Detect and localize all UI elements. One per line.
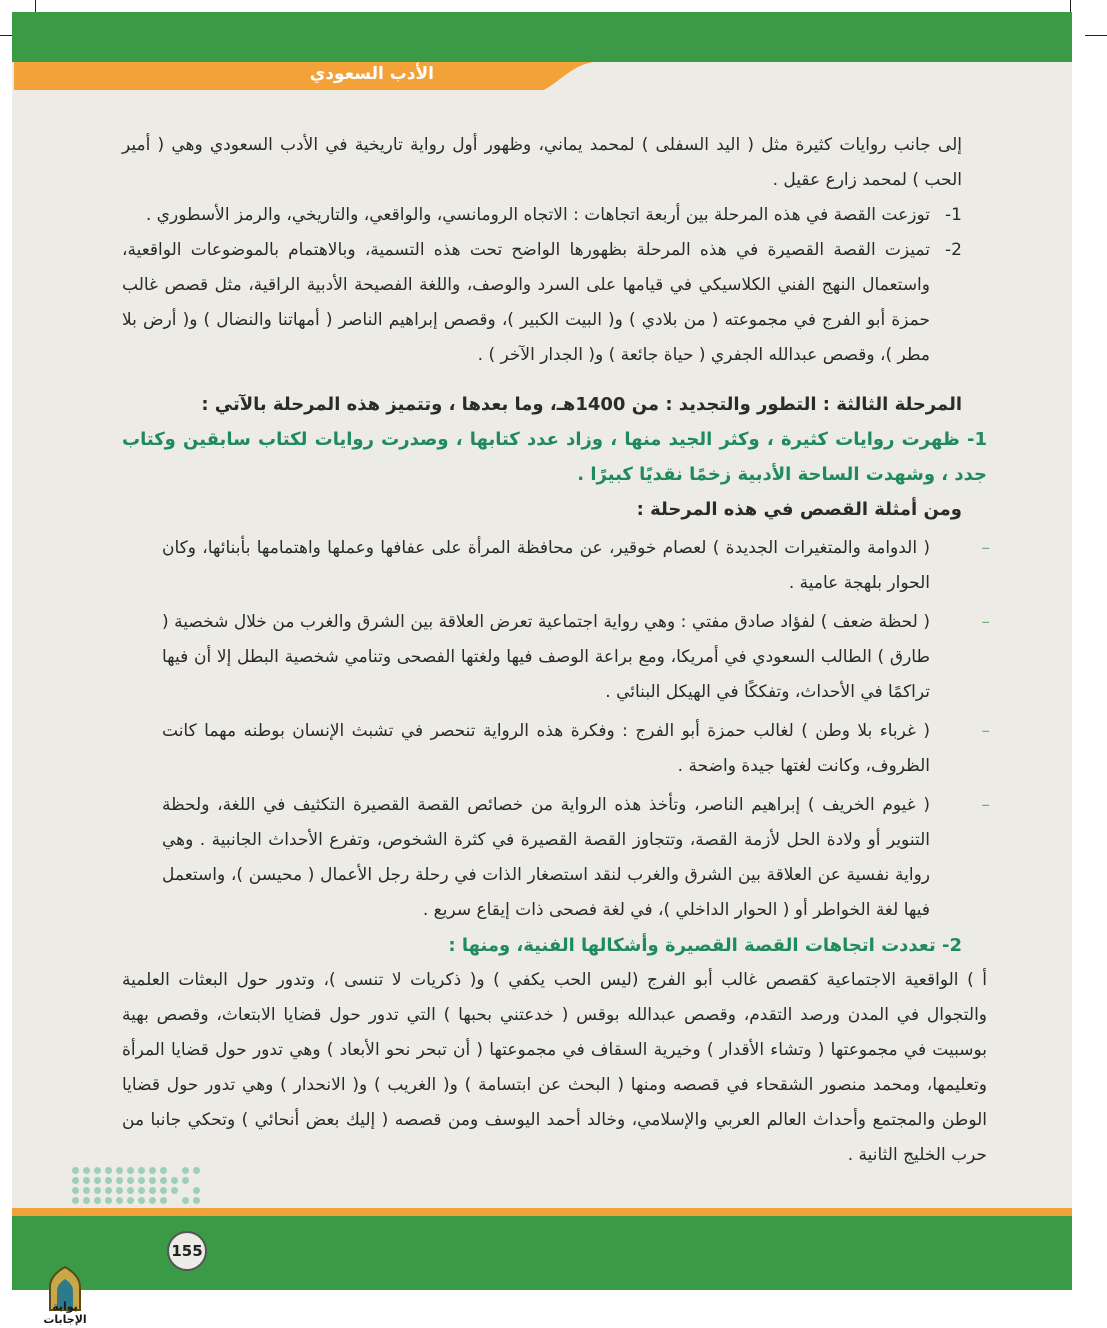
decorative-dot xyxy=(182,1197,189,1204)
dash-bullet: – xyxy=(981,795,990,815)
header-tab-shape xyxy=(14,62,594,90)
decorative-dot xyxy=(193,1197,200,1204)
decorative-dot xyxy=(127,1177,134,1184)
decorative-dot xyxy=(160,1167,167,1174)
decorative-dot xyxy=(94,1167,101,1174)
section-title: الأدب السعودي xyxy=(309,64,434,84)
decorative-dot xyxy=(193,1167,200,1174)
decorative-dot xyxy=(116,1197,123,1204)
decorative-dot xyxy=(105,1167,112,1174)
numbered-item xyxy=(122,198,962,233)
decorative-dot xyxy=(149,1177,156,1184)
decorative-dot xyxy=(72,1187,79,1194)
decorative-dot xyxy=(127,1167,134,1174)
examples-heading: ومن أمثلة القصص في هذه المرحلة : xyxy=(636,499,962,520)
decorative-dot xyxy=(72,1177,79,1184)
decorative-dot xyxy=(105,1177,112,1184)
decorative-dot xyxy=(138,1167,145,1174)
intro-paragraph: إلى جانب روايات كثيرة مثل ( اليد السفلى ) لمحمد يماني، وظهور أول رواية تاريخية في الأدب السعودي وهي ( أمير الحب ) لمحمد زارع عقيل . xyxy=(122,135,962,190)
decorative-dot xyxy=(116,1187,123,1194)
phase-heading: المرحلة الثالثة : التطور والتجديد : من 1400هـ، وما بعدها ، وتتميز هذه المرحلة بالآتي : xyxy=(201,394,962,415)
decorative-dot xyxy=(149,1187,156,1194)
decorative-dot xyxy=(138,1177,145,1184)
book-page xyxy=(12,12,1072,1290)
example-item xyxy=(122,788,990,928)
decorative-dot xyxy=(83,1187,90,1194)
header-green-bar xyxy=(12,12,1072,62)
decorative-dot xyxy=(160,1177,167,1184)
decorative-dot xyxy=(182,1177,189,1184)
decorative-dot xyxy=(149,1167,156,1174)
decorative-dots xyxy=(72,1167,212,1207)
decorative-dot xyxy=(83,1177,90,1184)
page-number: 155 xyxy=(167,1231,207,1271)
example-item xyxy=(122,605,990,710)
item-text: توزعت القصة في هذه المرحلة بين أربعة اتجاهات : الاتجاه الرومانسي، والواقعي، والتاريخي، والرمز الأسطوري . xyxy=(145,205,930,225)
example-item xyxy=(122,714,990,784)
decorative-dot xyxy=(116,1167,123,1174)
decorative-dot xyxy=(72,1167,79,1174)
decorative-dot xyxy=(182,1167,189,1174)
decorative-dot xyxy=(105,1197,112,1204)
decorative-dot xyxy=(193,1187,200,1194)
paragraph-a: أ ) الواقعية الاجتماعية كقصص غالب أبو الفرج (ليس الحب يكفي ) و( ذكريات لا تنسى )، وتدور حول البعثات العلمية والتجوال في المدن ورصد التقدم، وقصص عبدالله بوقس ( خدعتني بحبها ) التي تدور حول قضايا الابتعاث، وقصص بهية بوسبيت في مجموعتها ( وتشاء الأقدار ) وخيرية السقاف في مجموعتها ( أن تبحر نحو الأبعاد ) وهي تدور حول قضايا المرأة وتعليمها، ومحمد منصور الشقحاء في قصصه ومنها ( البحث عن ابتسامة ) و( الغريب ) و( الانحدار ) وهي تدور حول قضايا الوطن والمجتمع وأحداث العالم العربي والإسلامي، وخالد أحمد اليوسف ومن قصصه ( إليك بعض أنحائي ) وتحكي جانبا من حرب الخليج الثانية . xyxy=(122,970,987,1165)
decorative-dot xyxy=(160,1197,167,1204)
decorative-dot xyxy=(149,1197,156,1204)
item-text: تميزت القصة القصيرة في هذه المرحلة بظهورها الواضح تحت هذه التسمية، وبالاهتمام بالموضوعات الواقعية، واستعمال النهج الفني الكلاسيكي في قيامها على السرد والوصف، واللغة الفصيحة الأدبية الراقية، مثل قصص غالب حمزة أبو الفرج في مجموعته ( من بلادي ) و( البيت الكبير )، وقصص إبراهيم الناصر ( أمهاتنا والنضال ) و( أرض بلا مطر )، وقصص عبدالله الجفري ( حياة جائعة ) و( الجدار الآخر ) . xyxy=(122,240,930,365)
decorative-dot xyxy=(94,1187,101,1194)
dash-bullet: – xyxy=(981,612,990,632)
decorative-dot xyxy=(160,1187,167,1194)
decorative-dot xyxy=(116,1177,123,1184)
decorative-dot xyxy=(171,1187,178,1194)
example-text: ( الدوامة والمتغيرات الجديدة ) لعصام خوقير، عن محافظة المرأة على عفافها وعملها واهتمامها بأبنائها، وكان الحوار بلهجة عامية . xyxy=(162,538,930,593)
dash-bullet: – xyxy=(981,721,990,741)
dash-bullet: – xyxy=(981,538,990,558)
item-number: 1- xyxy=(945,205,962,225)
decorative-dot xyxy=(83,1167,90,1174)
example-item xyxy=(122,531,990,601)
example-text: ( غرباء بلا وطن ) لغالب حمزة أبو الفرج : وفكرة هذه الرواية تنحصر في تشبث الإنسان بوطنه مهما كانت الظروف، وكانت لغتها جيدة واضحة . xyxy=(162,721,930,776)
decorative-dot xyxy=(138,1197,145,1204)
phase-point-2: 2- تعددت اتجاهات القصة القصيرة وأشكالها الفنية، ومنها : xyxy=(448,935,962,956)
numbered-item xyxy=(122,233,962,373)
decorative-dot xyxy=(94,1177,101,1184)
decorative-dot xyxy=(72,1197,79,1204)
logo-label: بوابة الإجابات xyxy=(43,1300,87,1326)
phase-point-1: 1- ظهرت روايات كثيرة ، وكثر الجيد منها ، وزاد عدد كتابها ، وصدرت روايات لكتاب سابقين وكتاب جدد ، وشهدت الساحة الأدبية زخمًا نقديًا كبيرًا . xyxy=(122,429,987,485)
page-content xyxy=(122,128,990,1173)
item-number: 2- xyxy=(945,240,962,260)
example-text: ( لحظة ضعف ) لفؤاد صادق مفتي : وهي رواية اجتماعية تعرض العلاقة بين الشرق والغرب من خلال شخصية ( طارق ) الطالب السعودي في أمريكا، ومع براعة الوصف فيها ولغتها الفصحى وتنامي شخصية البطل إلا أن فيها تراكمًا في الأحداث، وتفككًا في الهيكل البنائي . xyxy=(162,612,930,702)
decorative-dot xyxy=(171,1177,178,1184)
decorative-dot xyxy=(127,1197,134,1204)
decorative-dot xyxy=(94,1197,101,1204)
decorative-dot xyxy=(127,1187,134,1194)
header-tab xyxy=(14,62,594,90)
decorative-dot xyxy=(105,1187,112,1194)
crop-mark xyxy=(1085,35,1107,36)
decorative-dot xyxy=(83,1197,90,1204)
example-text: ( غيوم الخريف ) إبراهيم الناصر، وتأخذ هذه الرواية من خصائص القصة القصيرة التكثيف في اللغة، ولحظة التنوير أو ولادة الحل لأزمة القصة، وتتجاوز القصة القصيرة في كثرة الشخوص، وتفرع الأحداث الجانبية . وهي رواية نفسية عن العلاقة بين الشرق والغرب لنقد استصغار الذات في رحلة رجل الأعمال ( محيسن )، واستعمل فيها لغة الخواطر أو ( الحوار الداخلي )، في لغة فصحى ذات إيقاع سريع . xyxy=(162,795,930,920)
footer-orange-stripe xyxy=(12,1208,1072,1216)
decorative-dot xyxy=(138,1187,145,1194)
